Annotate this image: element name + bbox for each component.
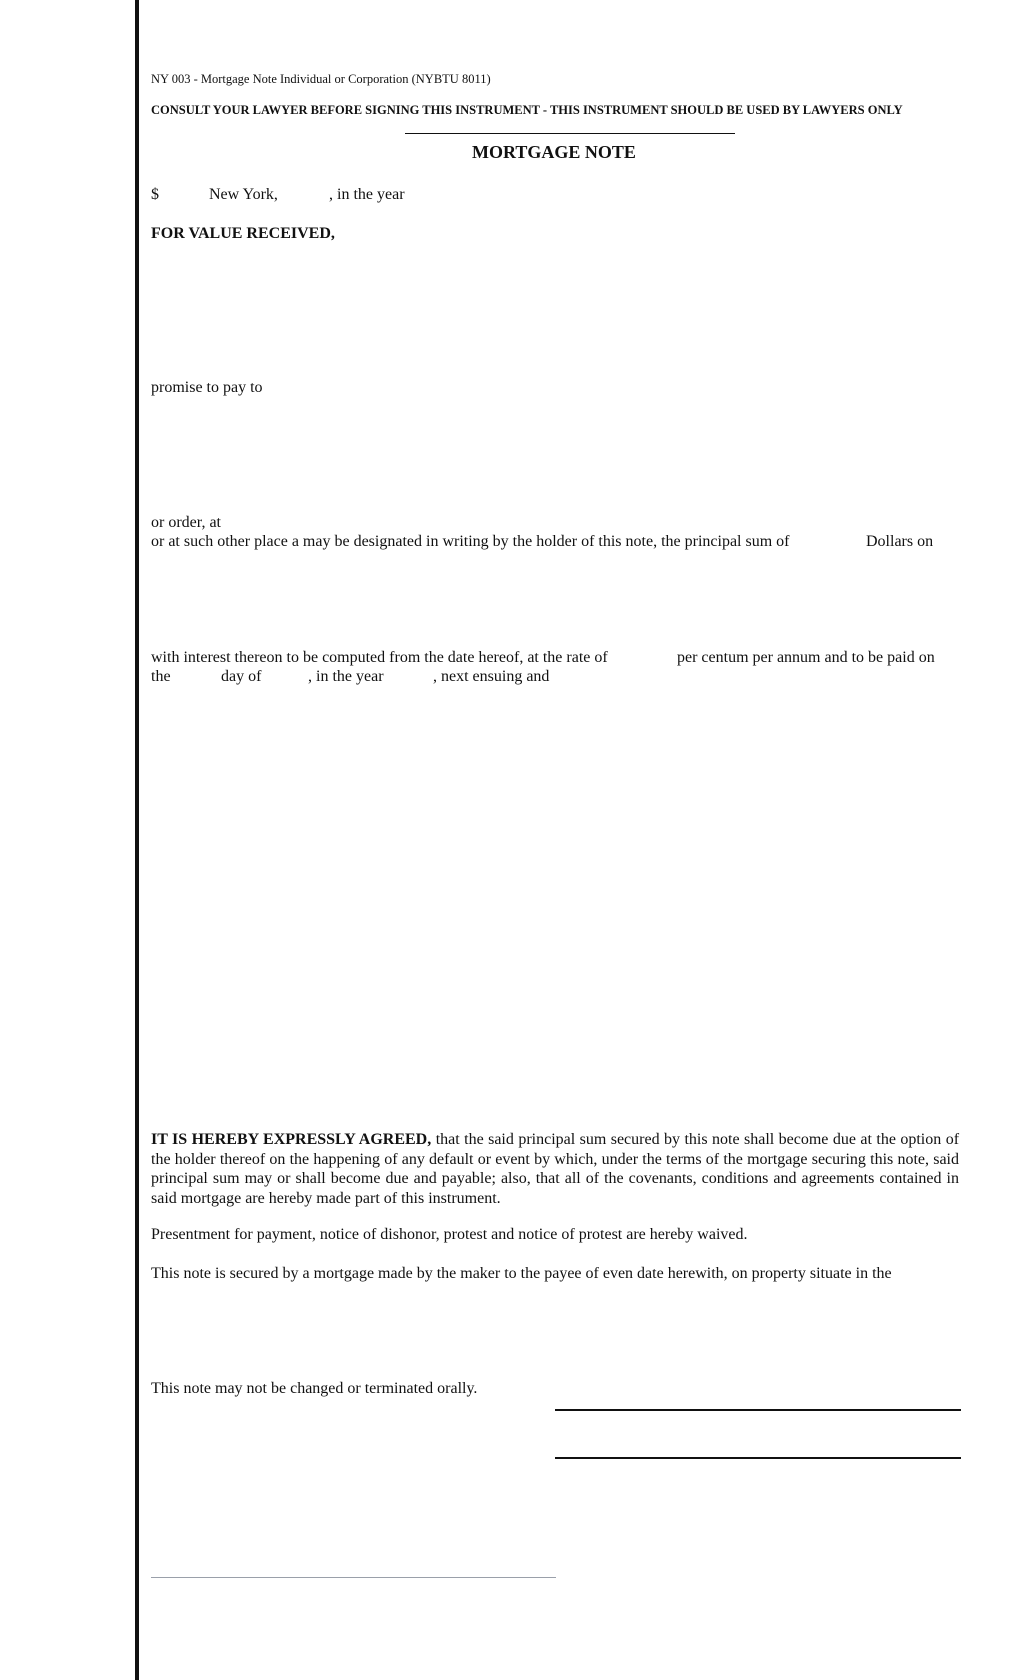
page-title: MORTGAGE NOTE [472,142,636,162]
footer-rule [151,1577,556,1578]
signature-line-1 [555,1409,961,1411]
title-rule [405,133,735,134]
payment-year-label: , in the year [308,668,384,685]
the-label: the [151,668,171,685]
not-changed-clause: This note may not be changed or terminated orally. [151,1380,478,1397]
year-label: , in the year [329,186,405,203]
agreed-heading: IT IS HEREBY EXPRESSLY AGREED, [151,1131,432,1148]
promise-to-pay: promise to pay to [151,379,263,396]
day-of-label: day of [221,668,262,685]
principal-sum-line: or at such other place a may be designated in writing by the holder of this note, the principal sum of [151,533,790,550]
agreed-clause [151,1130,959,1208]
for-value-received: FOR VALUE RECEIVED, [151,225,335,242]
secured-by-clause: This note is secured by a mortgage made by the maker to the payee of even date herewith, on property situate in the [151,1265,892,1282]
dollar-sign: $ [151,186,159,203]
city-label: New York, [209,186,278,203]
dollars-on-label: Dollars on [866,533,934,550]
left-margin-bar [135,0,139,1680]
agreed-text: that the said principal sum secured by this note shall become due at the option of the holder thereof on the happening of any default or event by which, under the terms of the mortgage securing this note, said principal sum may or shall become due and payable; also, that all of the covenants, conditions and agreements contained in said mortgage are hereby made part of this instrument. [151,1131,960,1207]
signature-line-2 [555,1457,961,1459]
next-ensuing-label: , next ensuing and [433,668,550,685]
form-id: NY 003 - Mortgage Note Individual or Corporation (NYBTU 8011) [151,72,491,86]
presentment-clause: Presentment for payment, notice of dishonor, protest and notice of protest are hereby waived. [151,1226,748,1243]
interest-line: with interest thereon to be computed from the date hereof, at the rate of [151,649,608,666]
or-order-at: or order, at [151,514,221,531]
consult-notice: CONSULT YOUR LAWYER BEFORE SIGNING THIS INSTRUMENT - THIS INSTRUMENT SHOULD BE USED BY LAWYERS ONLY [151,103,903,117]
per-centum-label: per centum per annum and to be paid on [677,649,935,666]
